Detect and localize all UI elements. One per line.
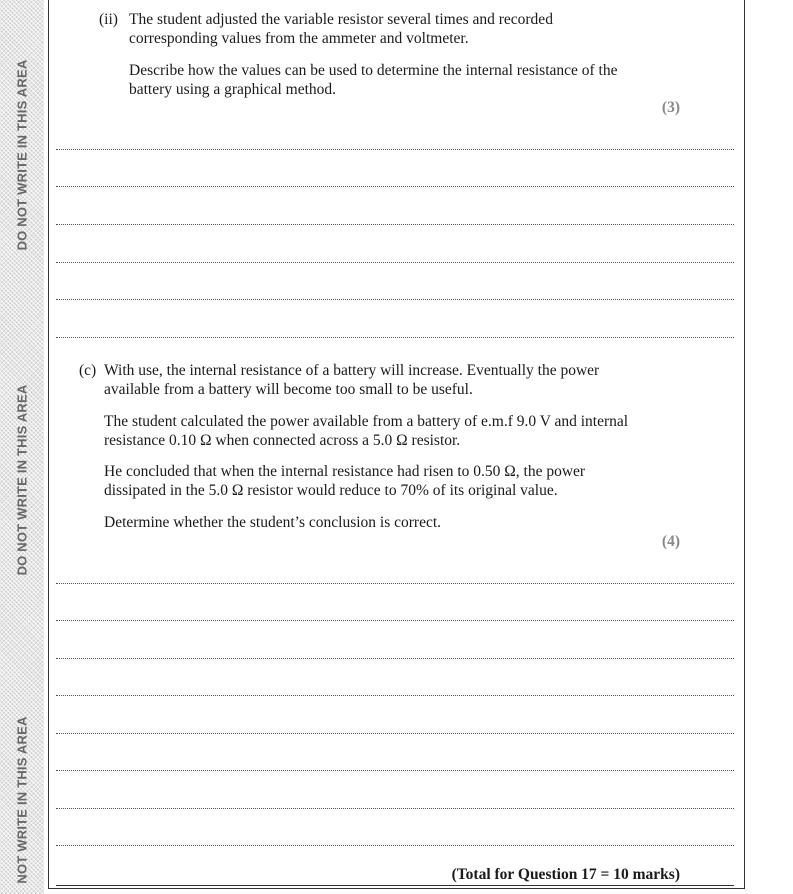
margin-notice-bottom: NOT WRITE IN THIS AREA: [14, 716, 30, 884]
answer-line[interactable]: [56, 808, 734, 809]
answer-line[interactable]: [56, 620, 734, 621]
margin-notice-top: DO NOT WRITE IN THIS AREA: [14, 59, 30, 251]
answer-line[interactable]: [56, 149, 734, 150]
part-c-paragraph-1: [104, 361, 599, 399]
part-c-p3-line1: He concluded that when the internal resistance had risen to 0.50 Ω, the power: [104, 463, 586, 480]
part-ii-line2: corresponding values from the ammeter and voltmeter.: [129, 30, 469, 47]
total-rule: [56, 885, 734, 886]
answer-line[interactable]: [56, 583, 734, 584]
part-ii-prompt: [129, 61, 618, 99]
part-ii-line1: The student adjusted the variable resistor several times and recorded: [129, 11, 553, 28]
answer-line[interactable]: [56, 337, 734, 338]
part-c-marks: (4): [661, 533, 680, 550]
answer-line[interactable]: [56, 845, 734, 846]
answer-line[interactable]: [56, 186, 734, 187]
part-ii-prompt-line2: battery using a graphical method.: [129, 81, 337, 98]
part-c-p1-line2: available from a battery will become too small to be useful.: [104, 381, 473, 398]
part-c-p1-line1: With use, the internal resistance of a battery will increase. Eventually the power: [104, 362, 600, 379]
part-c-label: (c): [79, 362, 97, 379]
answer-line[interactable]: [56, 770, 734, 771]
part-c-p2-line1: The student calculated the power available from a battery of e.m.f 9.0 V and internal: [104, 413, 629, 430]
part-c-p3-line2: dissipated in the 5.0 Ω resistor would reduce to 70% of its original value.: [104, 482, 558, 499]
part-c-paragraph-4: Determine whether the student’s conclusion is correct.: [104, 514, 442, 531]
part-ii-marks: (3): [661, 99, 680, 116]
answer-line[interactable]: [56, 299, 734, 300]
answer-line[interactable]: [56, 658, 734, 659]
part-ii-prompt-line1: Describe how the values can be used to determine the internal resistance of the: [129, 62, 618, 79]
answer-line[interactable]: [56, 733, 734, 734]
answer-line[interactable]: [56, 224, 734, 225]
answer-line[interactable]: [56, 695, 734, 696]
part-c-p2-line2: resistance 0.10 Ω when connected across a 5.0 Ω resistor.: [104, 432, 461, 449]
part-ii-stem: [129, 10, 553, 48]
part-c-paragraph-2: [104, 412, 628, 450]
answer-line[interactable]: [56, 262, 734, 263]
part-c-paragraph-3: [104, 462, 585, 500]
part-ii-label: (ii): [99, 11, 118, 28]
margin-notice-middle: DO NOT WRITE IN THIS AREA: [14, 384, 30, 576]
margin-strip: [0, 0, 44, 894]
question-total: (Total for Question 17 = 10 marks): [451, 866, 680, 883]
